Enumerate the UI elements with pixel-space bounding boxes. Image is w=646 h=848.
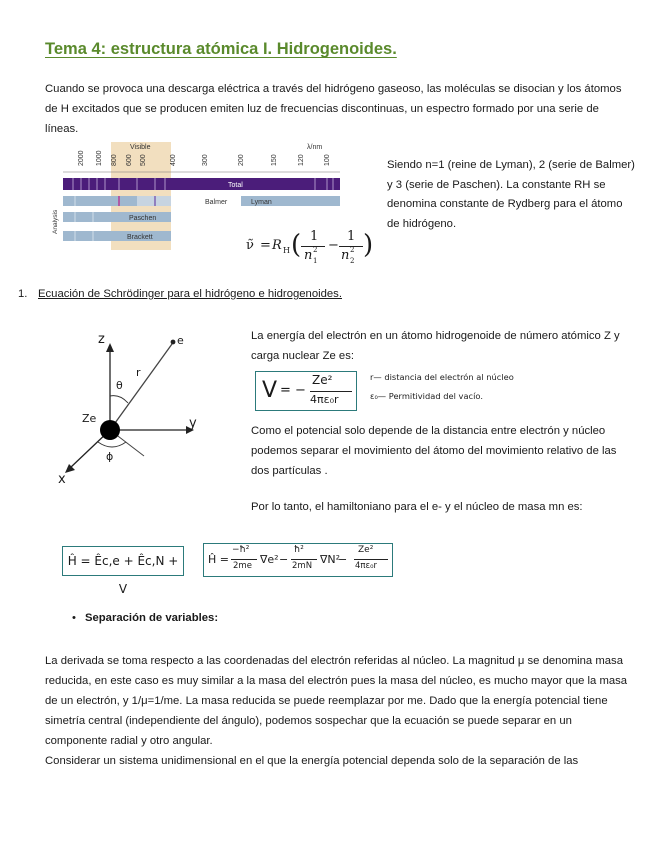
minus-1: −: [279, 553, 289, 566]
potential-denominator: 4πε₀r: [310, 393, 339, 406]
unit-label: λ/nm: [307, 144, 323, 151]
exponent-1: 2: [313, 246, 318, 254]
tick-label: 500: [140, 154, 147, 166]
potential-numerator: Ze²: [312, 373, 333, 387]
series-description: Siendo n=1 (reine de Lyman), 2 (serie de Balmer) y 3 (serie de Paschen). La constante RH se denomina constante de Rydberg para el átomo de hidrógeno.: [387, 159, 635, 230]
section-label: Ecuación de Schrödinger para el hidrógeno e hidrogenoides.: [38, 288, 342, 300]
derivation-paragraph: [45, 651, 635, 771]
tick-label: 1000: [96, 150, 103, 166]
exponent-2: 2: [350, 246, 355, 254]
minus-2: −: [338, 553, 348, 566]
total-band: [63, 178, 340, 190]
hamiltonian-equation-1: [62, 546, 184, 596]
rydberg-symbol: R: [272, 238, 282, 253]
minus-sign: −: [328, 238, 339, 253]
section-heading: [18, 288, 342, 300]
numerator-2: 1: [347, 229, 356, 244]
bullet-heading: • Separación de variables:: [72, 612, 219, 624]
r-label: r: [136, 366, 141, 379]
y-axis-label: y: [189, 416, 197, 431]
mass-electron: 2me: [233, 561, 252, 571]
subscript-1: 1: [313, 257, 318, 265]
section-number: 1.: [18, 288, 28, 300]
hbar-1: −ħ²: [232, 545, 250, 555]
rydberg-subscript: H: [283, 246, 290, 255]
coulomb-denominator: 4πε₀r: [355, 561, 378, 571]
brackett-label: Brackett: [127, 234, 153, 241]
denominator-n1: n: [304, 248, 313, 263]
intro-paragraph: Cuando se provoca una descarga eléctrica a través del hidrógeno gaseoso, las moléculas se disocian y los átomos de H excitados que se producen emiten luz de frecuencias discontinuas, un espectro formado por una serie de líneas.: [45, 83, 622, 135]
tick-label: 600: [126, 154, 133, 166]
theta-label: θ: [116, 379, 123, 392]
derivation-text: La derivada se toma respecto a las coordenadas del electrón referidas al núcleo. La magnitud μ se denomina masa reducida, en este caso es muy similar a la masa del electrón pues la masa del núcleo, es mucho mayor que la masa de un electrón, y 1/μ=1/me. La masa reducida se puede reemplazar por me. Dado que la energía potencial tiene simetría central (independiente del ángulo), podemos sospechar que la ecuación se puede separar en un componente radial y otro angular.: [45, 655, 628, 747]
hamiltonian-eq1-text: Ĥ = Êc,e + Êc,N + V: [67, 554, 179, 596]
hamiltonian-equation-2: [203, 543, 393, 577]
total-label: Total: [228, 182, 243, 189]
lyman-label: Lyman: [251, 199, 272, 206]
potential-equals: = −: [280, 383, 306, 398]
charge-term: Ze²: [358, 545, 374, 555]
balmer-label: Balmer: [205, 199, 228, 206]
potential-symbol: V: [262, 378, 278, 403]
page-title: Tema 4: estructura atómica I. Hidrogenoides.: [45, 40, 397, 58]
hbar-2: ħ²: [294, 545, 304, 555]
note-r: r— distancia del electrón al núcleo: [370, 372, 514, 382]
brackett-bar: [63, 231, 171, 241]
electron-label: e: [177, 334, 184, 347]
potential-equation-box: [255, 371, 357, 411]
energy-paragraph: La energía del electrón en un átomo hidrogenoide de número atómico Z y carga nuclear Ze es:: [251, 330, 620, 362]
tick-label: 100: [324, 154, 331, 166]
laplacian-electron: ∇e²: [260, 553, 279, 566]
tick-label: 150: [271, 154, 278, 166]
analysis-label: Analysis: [52, 209, 59, 234]
nucleus-label: Ze: [82, 412, 97, 425]
visible-label: Visible: [130, 144, 151, 151]
paschen-label: Paschen: [129, 215, 157, 222]
tick-label: 400: [170, 154, 177, 166]
denominator-n2: n: [341, 248, 350, 263]
numerator-1: 1: [310, 229, 319, 244]
potential-paragraph: Como el potencial solo depende de la distancia entre electrón y núcleo podemos separar el movimiento del átomo del movimiento relativo de las dos partículas .: [251, 425, 617, 477]
laplacian-nucleus: ∇N²: [320, 553, 340, 566]
tick-label: 200: [238, 154, 245, 166]
equals-sign: =: [260, 238, 271, 253]
diagram-svg: [40, 330, 240, 490]
tick-label: 120: [298, 154, 305, 166]
tick-label: 2000: [78, 150, 85, 166]
bullet-heading-text: Separación de variables:: [84, 612, 219, 624]
phi-label: ϕ: [106, 450, 114, 463]
note-epsilon: ε₀— Permitividad del vacío.: [370, 391, 483, 401]
subscript-2: 2: [350, 257, 355, 265]
z-axis-label: z: [98, 332, 105, 347]
derivation-last-line: Considerar un sistema unidimensional en el que la energía potencial dependa solo de la separación de las: [45, 755, 579, 767]
rydberg-formula: ν̃ = R H ( 1 n 2 1 − 1 n 2 2 ): [246, 229, 374, 265]
tick-label: 800: [111, 154, 118, 166]
hamiltonian-paragraph: Por lo tanto, el hamiltoniano para el e- y el núcleo de masa mn es:: [251, 501, 583, 513]
mass-nucleus: 2mN: [292, 561, 313, 571]
wavenumber-symbol: ν̃: [246, 238, 254, 253]
x-axis-label: x: [58, 472, 66, 487]
tick-label: 300: [202, 154, 209, 166]
hamiltonian-eq2-start: Ĥ =: [208, 553, 229, 566]
atom-coordinate-diagram: [40, 330, 240, 490]
